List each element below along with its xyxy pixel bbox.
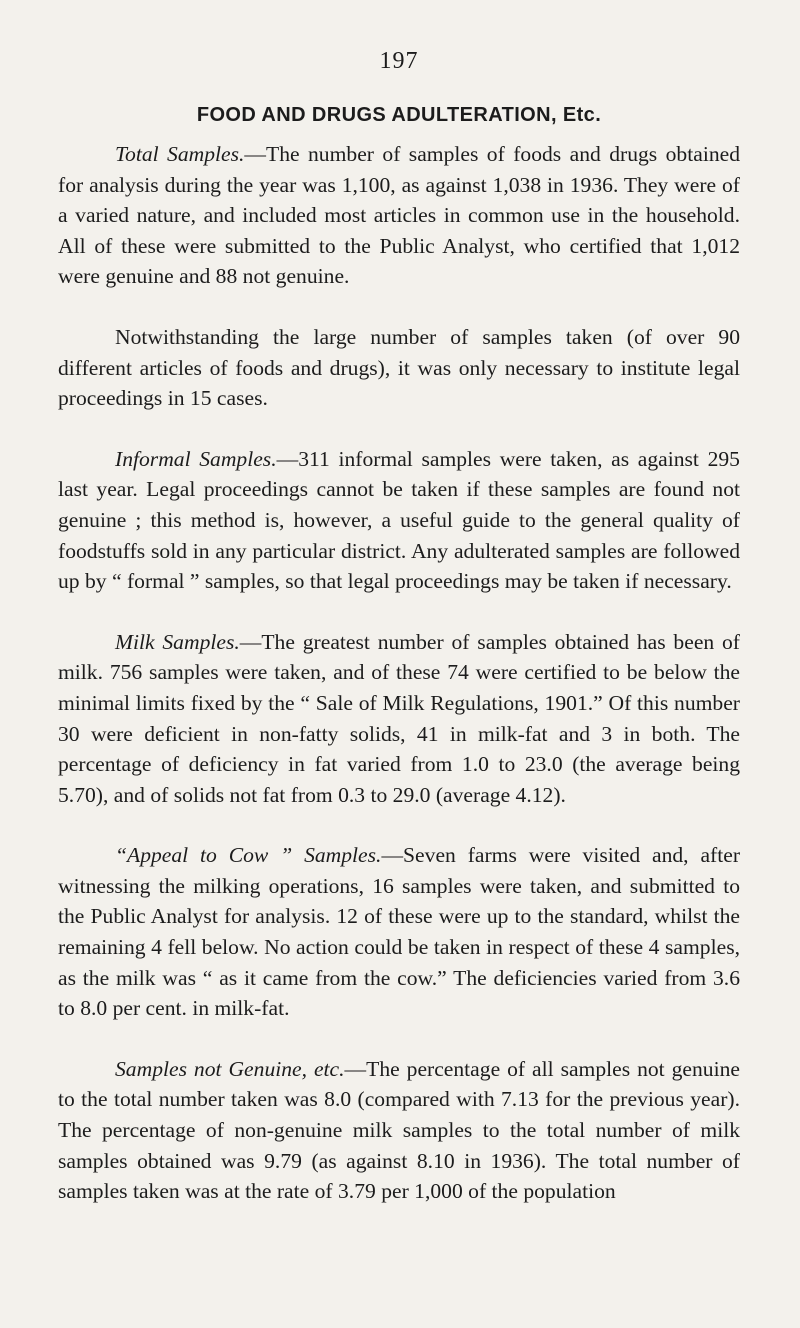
paragraph-lead: Milk Samples. [115, 629, 240, 654]
paragraph-text: —The percentage of all samples not genuine to the total number taken was 8.0 (compared with 7.13 for the previous year). The percentage of non-genuine milk samples to the total number of milk samples obtained was 9.79 (as against 8.10 in 1936). The total number of samples taken was at the rate of 3.79 per 1,000 of the population [58, 1056, 740, 1204]
paragraph-text: —The number of samples of foods and drugs obtained for analysis during the year was 1,100, as against 1,038 in 1936. They were of a varied nature, and included most articles in common use in the household. All of these were submitted to the Public Analyst, who certified that 1,012 were genuine and 88 not genuine. [58, 142, 740, 289]
paragraph-legal-proceedings [58, 322, 740, 414]
paragraph-not-genuine [58, 1054, 740, 1207]
page-number: 197 [379, 48, 419, 74]
paragraph-lead: Informal Samples. [115, 446, 277, 471]
paragraph-appeal-to-cow [58, 840, 740, 1024]
paragraph-milk-samples [58, 627, 740, 811]
page-heading: FOOD AND DRUGS ADULTERATION, Etc. [196, 104, 602, 126]
paragraph-lead: Samples not Genuine, etc. [115, 1056, 345, 1081]
paragraph-lead: Total Samples. [115, 142, 245, 166]
paragraph-lead: “Appeal to Cow ” Samples. [115, 843, 382, 868]
paragraph-text: Notwithstanding the large number of samples taken (of over 90 different articles of foods and drugs), it was only necessary to institute legal proceedings in 15 cases. [58, 324, 740, 411]
paragraph-total-samples [58, 139, 740, 292]
paragraph-informal-samples [58, 444, 740, 597]
paragraph-text: —The greatest number of samples obtained has been of milk. 756 samples were taken, and of these 74 were certified to be below the minimal limits fixed by the “ Sale of Milk Regulations, 1901.” Of this number 30 were deficient in non-fatty solids, 41 in milk-fat and 3 in both. The percentage of deficiency in fat varied from 1.0 to 23.0 (the average being 5.70), and of solids not fat from 0.3 to 29.0 (average 4.12). [58, 629, 741, 807]
paragraph-text: —Seven farms were visited and, after witnessing the milking operations, 16 samples were taken, and submitted to the Public Analyst for analysis. 12 of these were up to the standard, whilst the remaining 4 fell below. No action could be taken in respect of these 4 samples, as the milk was “ as it came from the cow.” The deficiencies varied from 3.6 to 8.0 per cent. in milk-fat. [58, 843, 741, 1021]
paragraph-text: —311 informal samples were taken, as against 295 last year. Legal proceedings cannot be taken if these samples are found not genuine ; this method is, however, a useful guide to the general quality of foodstuffs sold in any particular district. Any adulterated samples are followed up by “ formal ” samples, so that legal proceedings may be taken if necessary. [58, 446, 740, 594]
